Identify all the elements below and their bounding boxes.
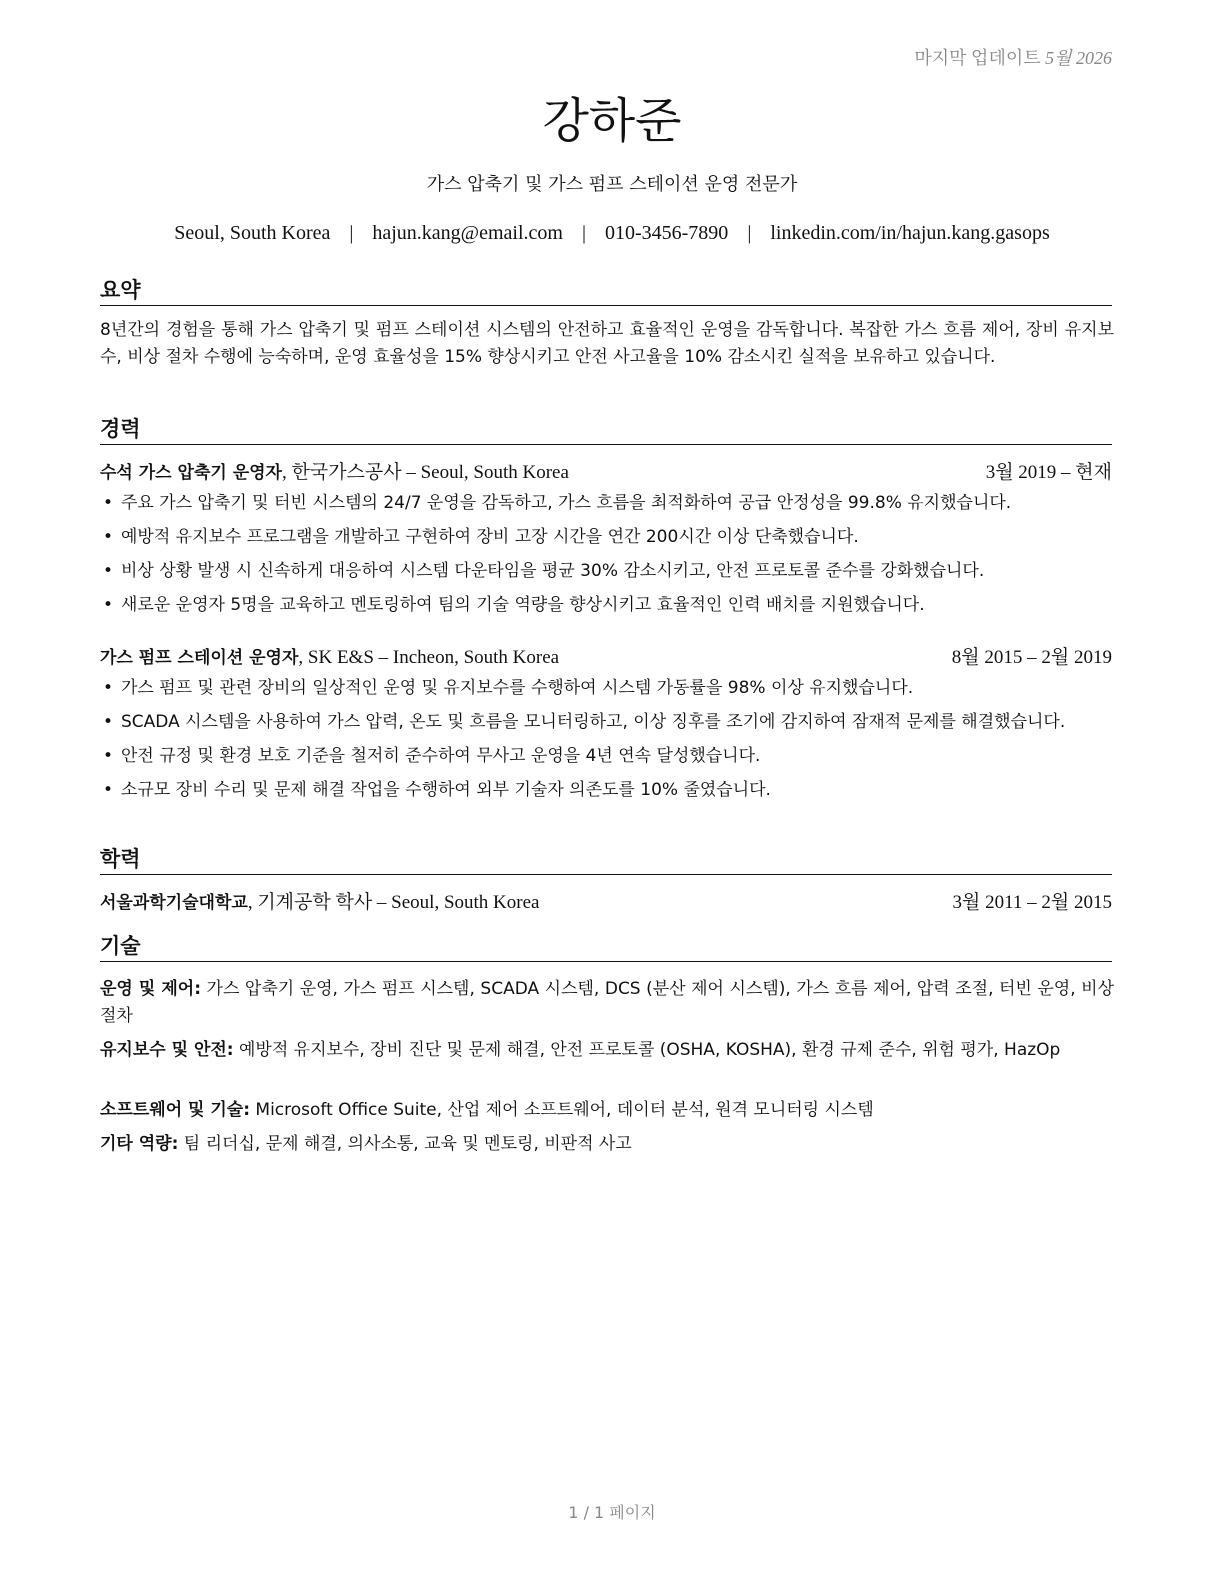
contact-phone[interactable]: 010-3456-7890 — [604, 222, 729, 244]
contact-linkedin[interactable]: linkedin.com/in/hajun.kang.gasops — [770, 222, 1050, 244]
skill-text: 예방적 유지보수, 장비 진단 및 문제 해결, 안전 프로토콜 (OSHA, KOSHA), 환경 규제 준수, 위험 평가, HazOp — [233, 1040, 1061, 1060]
section-title-summary: 요약 — [100, 277, 1112, 306]
contact-separator: | — [581, 222, 586, 244]
bullet-icon: • — [103, 678, 114, 698]
bullet-icon: • — [103, 561, 114, 581]
education-entry — [100, 889, 1112, 916]
skill-text: Microsoft Office Suite, 산업 제어 소프트웨어, 데이터 분석, 원격 모니터링 시스템 — [250, 1100, 874, 1120]
list-item: • 안전 규정 및 환경 보호 기준을 철저히 준수하여 무사고 운영을 4년 연속 달성했습니다. — [100, 743, 1112, 770]
job-header — [100, 459, 1112, 486]
skill-label: 운영 및 제어: — [100, 979, 201, 999]
contact-location: Seoul, South Korea — [174, 222, 331, 244]
last-updated — [914, 44, 1112, 70]
job-org: , 한국가스공사 – Seoul, South Korea — [281, 462, 569, 483]
skill-text: 가스 압축기 운영, 가스 펌프 시스템, SCADA 시스템, DCS (분산 제어 시스템), 가스 흐름 제어, 압력 조절, 터빈 운영, 비상 절차 — [100, 979, 1114, 1026]
summary-text: 8년간의 경험을 통해 가스 압축기 및 펌프 스테이션 시스템의 안전하고 효율적인 운영을 감독합니다. 복잡한 가스 흐름 제어, 장비 유지보수, 비상 절차 수행에 능숙하며, 운영 효율성을 15% 향상시키고 안전 사고율을 10% 감소시킨 실적을 보유하고 있습니다. — [100, 320, 1114, 367]
job-header — [100, 644, 1112, 671]
school-name: 서울과학기술대학교 — [100, 893, 248, 913]
job-bullets — [100, 490, 1112, 626]
bullet-icon: • — [103, 595, 114, 615]
degree: , 기계공학 학사 – Seoul, South Korea — [247, 892, 540, 913]
list-item: • SCADA 시스템을 사용하여 가스 압력, 온도 및 흐름을 모니터링하고, 이상 징후를 조기에 감지하여 잠재적 문제를 해결했습니다. — [100, 709, 1112, 736]
section-title-education: 학력 — [100, 846, 1112, 875]
job-bullets — [100, 675, 1112, 811]
bullet-icon: • — [103, 712, 114, 732]
skill-row — [100, 1131, 1114, 1158]
bullet-icon: • — [103, 746, 114, 766]
contact-separator: | — [747, 222, 752, 244]
job-role: 가스 펌프 스테이션 운영자 — [100, 648, 299, 668]
last-updated-year: 2026 — [1076, 48, 1112, 68]
bullet-icon: • — [103, 493, 114, 513]
skill-row — [100, 1097, 1114, 1124]
contact-email[interactable]: hajun.kang@email.com — [372, 222, 563, 244]
list-item: • 예방적 유지보수 프로그램을 개발하고 구현하여 장비 고장 시간을 연간 200시간 이상 단축했습니다. — [100, 524, 1112, 551]
skill-label: 유지보수 및 안전: — [100, 1040, 234, 1060]
skill-row — [100, 1037, 1114, 1064]
list-item: • 비상 상황 발생 시 신속하게 대응하여 시스템 다운타임을 평균 30% 감소시키고, 안전 프로토콜 준수를 강화했습니다. — [100, 558, 1112, 585]
list-item: • 가스 펌프 및 관련 장비의 일상적인 운영 및 유지보수를 수행하여 시스템 가동률을 98% 이상 유지했습니다. — [100, 675, 1112, 702]
skill-label: 소프트웨어 및 기술: — [100, 1100, 251, 1120]
list-item: • 주요 가스 압축기 및 터빈 시스템의 24/7 운영을 감독하고, 가스 흐름을 최적화하여 공급 안정성을 99.8% 유지했습니다. — [100, 490, 1112, 517]
contact-separator: | — [349, 222, 354, 244]
job-dates: 8월 2015 – 2월 2019 — [951, 647, 1112, 668]
section-title-experience: 경력 — [100, 416, 1112, 445]
page-indicator: 1 / 1 페이지 — [568, 1503, 656, 1522]
job-org: , SK E&S – Incheon, South Korea — [298, 647, 560, 668]
last-updated-label: 마지막 업데이트 — [914, 48, 1041, 68]
resume-name: 강하준 — [542, 93, 682, 149]
bullet-icon: • — [103, 780, 114, 800]
skill-row — [100, 976, 1114, 1030]
last-updated-month: 5월 — [1045, 48, 1072, 68]
skill-text: 팀 리더십, 문제 해결, 의사소통, 교육 및 멘토링, 비판적 사고 — [178, 1134, 632, 1154]
job-role: 수석 가스 압축기 운영자 — [100, 463, 282, 483]
education-dates: 3월 2011 – 2월 2015 — [952, 892, 1112, 913]
list-item: • 새로운 운영자 5명을 교육하고 멘토링하여 팀의 기술 역량을 향상시키고 효율적인 인력 배치를 지원했습니다. — [100, 592, 1112, 619]
job-dates: 3월 2019 – 현재 — [985, 462, 1112, 483]
bullet-icon: • — [103, 527, 114, 547]
contact-line — [0, 222, 1224, 245]
skill-label: 기타 역량: — [100, 1134, 179, 1154]
section-title-skills: 기술 — [100, 933, 1112, 962]
list-item: • 소규모 장비 수리 및 문제 해결 작업을 수행하여 외부 기술자 의존도를 10% 줄였습니다. — [100, 777, 1112, 804]
resume-subtitle: 가스 압축기 및 가스 펌프 스테이션 운영 전문가 — [426, 174, 798, 195]
